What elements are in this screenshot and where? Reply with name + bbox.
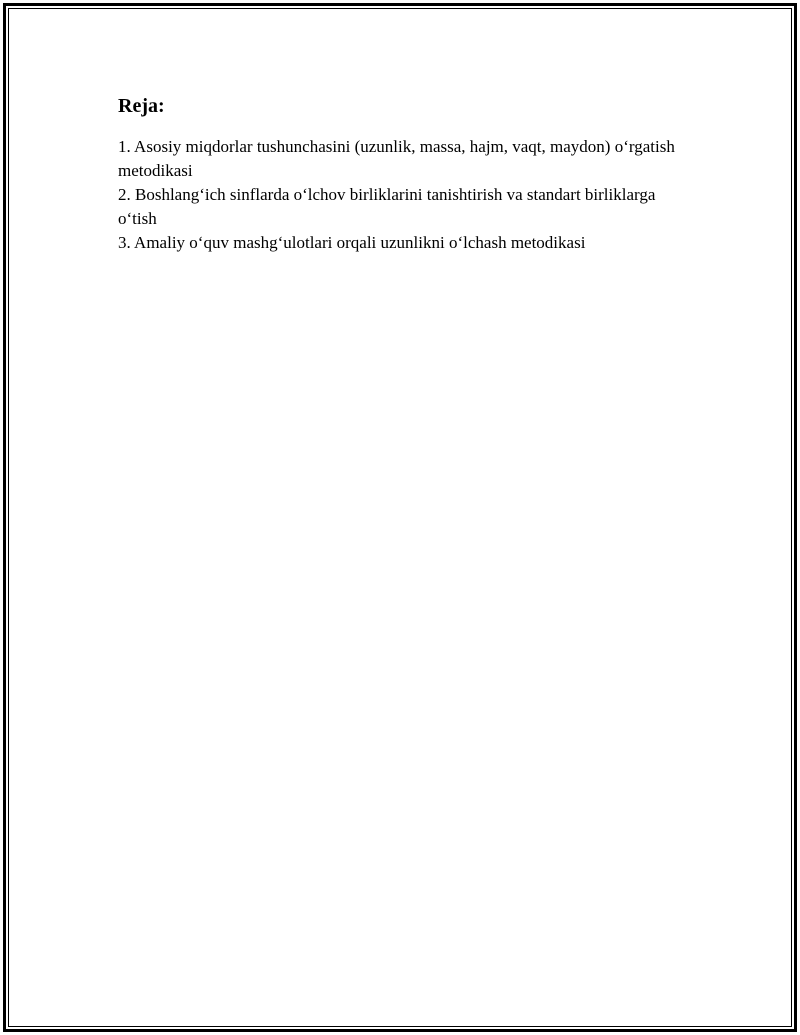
plan-item-3: 3. Amaliy o‘quv mashg‘ulotlari orqali uzunlikni o‘lchash metodikasi: [118, 233, 586, 252]
plan-item-2: 2. Boshlang‘ich sinflarda o‘lchov birliklarini tanishtirish va standart birliklarga o‘tish: [118, 185, 656, 228]
plan-item-1: 1. Asosiy miqdorlar tushunchasini (uzunlik, massa, hajm, vaqt, maydon) o‘rgatish metodikasi: [118, 137, 675, 180]
page-title: Reja:: [118, 95, 165, 117]
document-content: [118, 93, 678, 255]
plan-list: [118, 135, 678, 255]
